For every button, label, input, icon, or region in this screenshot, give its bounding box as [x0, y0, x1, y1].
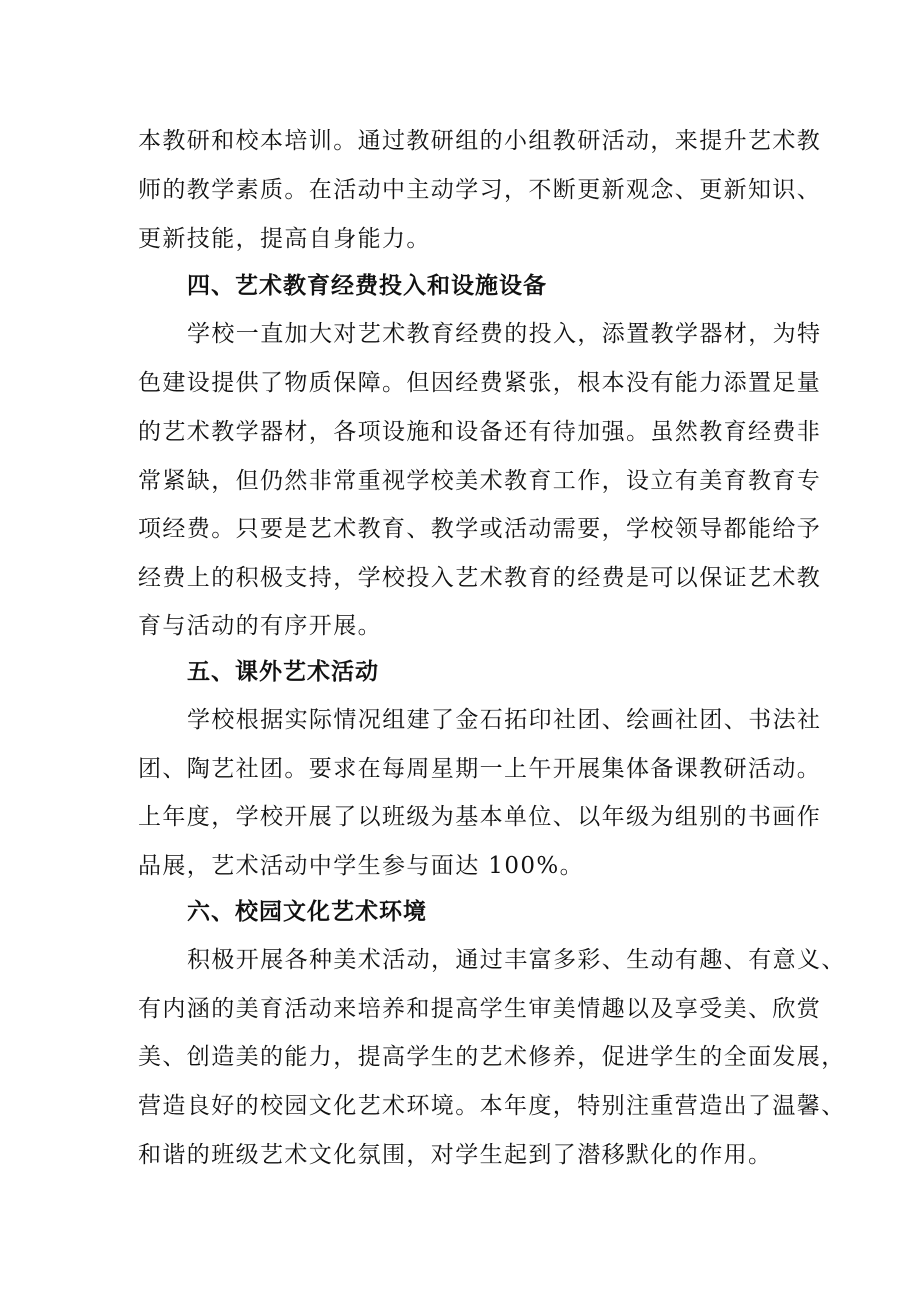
paragraph-line: 学校一直加大对艺术教育经费的投入，添置教学器材，为特	[187, 321, 822, 347]
paragraph-line: 和谐的班级艺术文化氛围，对学生起到了潜移默化的作用。	[138, 1142, 773, 1168]
paragraph-line: 学校根据实际情况组建了金石拓印社团、绘画社团、书法社	[187, 707, 822, 733]
paragraph-line: 经费上的积极支持，学校投入艺术教育的经费是可以保证艺术教	[138, 565, 822, 591]
paragraph-line: 有内涵的美育活动来培养和提高学生审美情趣以及享受美、欣赏	[138, 996, 822, 1022]
paragraph-line: 更新技能，提高自身能力。	[138, 226, 431, 252]
section-heading-6: 六、校园文化艺术环境	[187, 899, 427, 925]
paragraph-line: 育与活动的有序开展。	[138, 613, 382, 639]
paragraph-line: 美、创造美的能力，提高学生的艺术修养，促进学生的全面发展，	[138, 1044, 846, 1070]
paragraph-line: 的艺术教学器材，各项设施和设备还有待加强。虽然教育经费非	[138, 419, 822, 445]
paragraph-line: 本教研和校本培训。通过教研组的小组教研活动，来提升艺术教	[138, 128, 822, 154]
section-heading-5: 五、课外艺术活动	[187, 659, 379, 685]
paragraph-line: 营造良好的校园文化艺术环境。本年度，特别注重营造出了温馨、	[138, 1093, 846, 1119]
paragraph-line: 上年度，学校开展了以班级为基本单位、以年级为组别的书画作	[138, 804, 822, 830]
section-heading-4: 四、艺术教育经费投入和设施设备	[187, 273, 547, 299]
paragraph-line: 项经费。只要是艺术教育、教学或活动需要，学校领导都能给予	[138, 516, 822, 542]
paragraph-line: 积极开展各种美术活动，通过丰富多彩、生动有趣、有意义、	[187, 947, 846, 973]
paragraph-line: 品展，艺术活动中学生参与面达 100%。	[138, 853, 585, 879]
paragraph-line: 师的教学素质。在活动中主动学习，不断更新观念、更新知识、	[138, 177, 822, 203]
paragraph-line: 团、陶艺社团。要求在每周星期一上午开展集体备课教研活动。	[138, 756, 822, 782]
paragraph-line: 色建设提供了物质保障。但因经费紧张，根本没有能力添置足量	[138, 370, 822, 396]
paragraph-line: 常紧缺，但仍然非常重视学校美术教育工作，设立有美育教育专	[138, 468, 822, 494]
